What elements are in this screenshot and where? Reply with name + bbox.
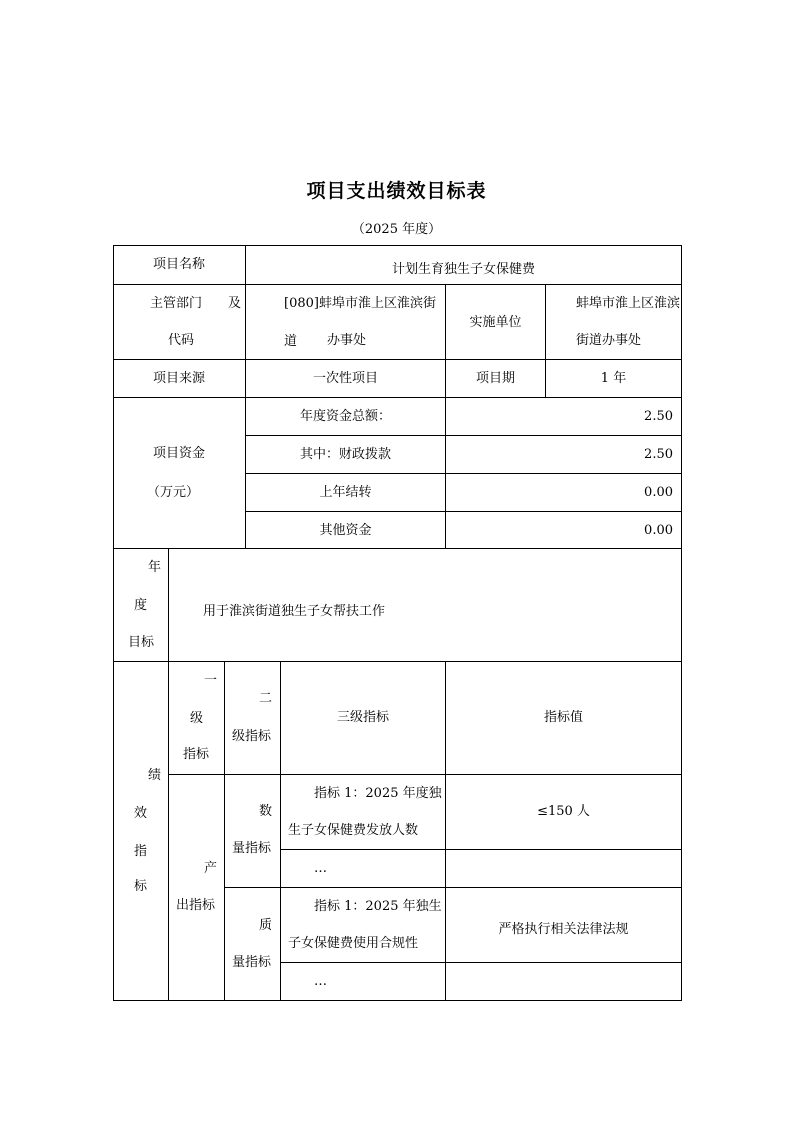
page-title: 项目支出绩效目标表: [306, 180, 487, 202]
perf-label-char: 效: [134, 806, 148, 821]
perf-label-char: 标: [134, 879, 148, 894]
quality-indicator-line1: 指标 1：2025 年独生: [314, 899, 442, 914]
quantity-label-char: 数: [259, 804, 273, 819]
header-value: 指标值: [543, 710, 583, 725]
dept-label-line2: 代码: [168, 333, 195, 348]
output-label-char: 出指标: [176, 898, 216, 913]
dept-value: [246, 285, 445, 360]
funds-row-label: 上年结转: [319, 485, 372, 500]
header-level3: 三级指标: [336, 710, 389, 725]
impl-unit-line2: 街道办事处: [576, 333, 642, 348]
goal-label-char: 年: [148, 560, 162, 575]
quantity-indicator-line2: 生子女保健费发放人数: [288, 823, 419, 838]
period-label: 项目期: [475, 371, 515, 386]
quality-label-char: 量指标: [232, 955, 272, 970]
perf-label-char: 指: [134, 844, 148, 859]
funds-row-value: 2.50: [644, 447, 673, 462]
funds-row-value: 0.00: [644, 523, 673, 538]
funds-row-value: 0.00: [644, 485, 673, 500]
perf-label-char: 绩: [148, 768, 162, 783]
period-value: 1 年: [600, 371, 627, 386]
header-level2-char: 级指标: [232, 729, 272, 744]
funds-row-label: 其中：财政拨款: [299, 447, 391, 462]
source-value: 一次性项目: [312, 371, 378, 386]
impl-unit-label: 实施单位: [469, 315, 522, 330]
quantity-value: ≤150 人: [537, 804, 590, 819]
funds-label-line2: （万元）: [146, 485, 199, 500]
funds-row-value: 2.50: [644, 409, 673, 424]
project-name-label: 项目名称: [152, 257, 205, 272]
header-level2-char: 二: [259, 691, 273, 706]
header-level1-char: 指标: [183, 747, 210, 762]
funds-label-line1: 项目资金: [152, 446, 205, 461]
output-label-char: 产: [204, 861, 218, 876]
impl-unit-value: [546, 285, 681, 360]
goal-label-char: 度: [134, 598, 148, 613]
quantity-label-char: 量指标: [232, 841, 272, 856]
dept-value-line1: [080]蚌埠市淮上区淮滨街道: [284, 296, 436, 349]
quality-value: 严格执行相关法律法规: [498, 922, 629, 937]
quality-more: …: [314, 974, 327, 989]
quantity-more: …: [314, 861, 327, 876]
source-label: 项目来源: [152, 371, 205, 386]
header-level1-char: 级: [190, 711, 204, 726]
header-level1-char: 一: [204, 673, 218, 688]
impl-unit-line1: 蚌埠市淮上区淮滨: [576, 296, 681, 311]
funds-row-label: 年度资金总额：: [299, 409, 391, 424]
quantity-indicator-line1: 指标 1：2025 年度独: [314, 786, 442, 801]
page-subtitle: （2025 年度）: [351, 222, 442, 237]
dept-label-line1: 主管部门 及: [150, 296, 242, 311]
goal-value: 用于淮滨街道独生子女帮扶工作: [203, 604, 386, 619]
quality-indicator-line2: 子女保健费使用合规性: [288, 936, 419, 951]
funds-row-label: 其他资金: [319, 523, 372, 538]
dept-label: [150, 285, 245, 360]
dept-value-line2: 办事处: [327, 333, 367, 348]
quality-label-char: 质: [259, 918, 273, 933]
goal-label-char: 目标: [128, 635, 155, 650]
project-name-value: 计划生育独生子女保健费: [391, 262, 535, 277]
